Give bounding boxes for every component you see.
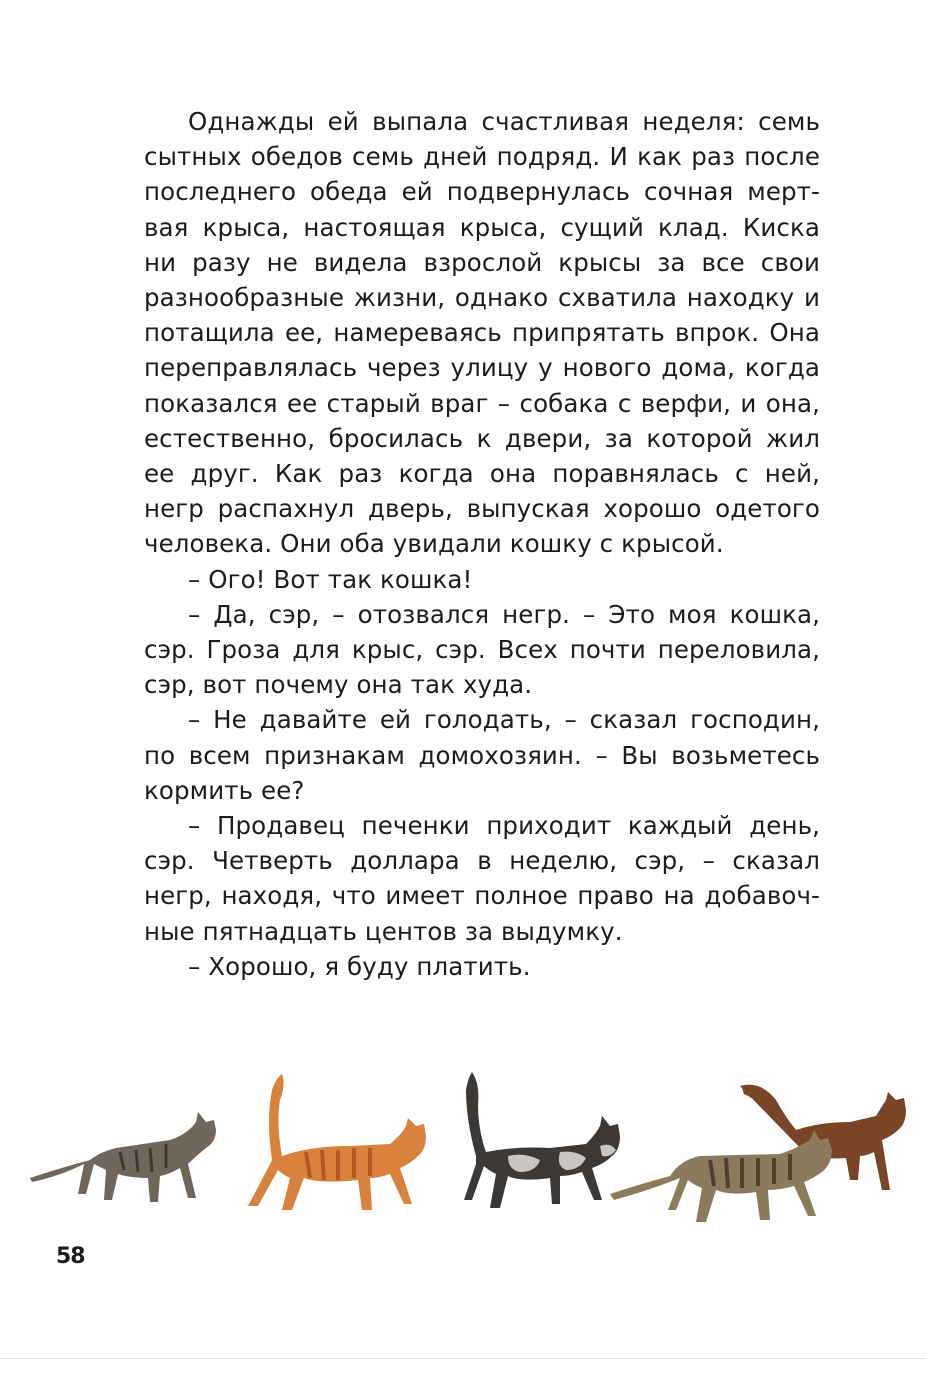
- calico-cat: [464, 1072, 620, 1208]
- body-text: [144, 104, 820, 984]
- paragraph: – Да, сэр, – отозвался негр. – Это моя кошка, сэр. Гроза для крыс, сэр. Всех почти переловила, сэр, вот почему она так худа.: [144, 599, 820, 700]
- paragraph: – Ого! Вот так кошка!: [188, 564, 473, 594]
- grey-tabby-cat: [30, 1112, 216, 1202]
- paragraph: – Продавец печенки приходит каждый день, сэр. Четверть доллара в неделю, сэр, – сказал негр, находя, что имеет полное право на добавоч-ные пятнадцать центов за выдумку.: [144, 811, 820, 946]
- paragraph: Однажды ей выпала счастливая неделя: семь сытных обедов семь дней подряд. И как раз после последнего обеда ей подвернулась сочная мерт-вая крыса, настоящая крыса, сущий клад. Киска ни разу не видела взрослой крысы за все свои разнообразные жизни, однако схватила находку и потащила ее, намереваясь припрятать впрок. Она переправлялась через улицу у нового дома, когда показался ее старый враг – собака с верфи, и она, естественно, бросилась к двери, за которой жил ее друг. Как раз когда она поравнялась с ней, негр распахнул дверь, выпуская хорошо одетого человека. Они оба увидали кошку с крысой.: [144, 107, 820, 559]
- paragraph: – Не давайте ей голодать, – сказал господин, по всем признакам домохозяин. – Вы возьметесь кормить ее?: [144, 705, 820, 805]
- divider: [0, 1358, 926, 1359]
- cats-illustration: [20, 1060, 920, 1240]
- paragraph: – Хорошо, я буду платить.: [188, 951, 531, 981]
- orange-tabby-cat: [248, 1074, 426, 1210]
- page-number: 58: [56, 1244, 85, 1269]
